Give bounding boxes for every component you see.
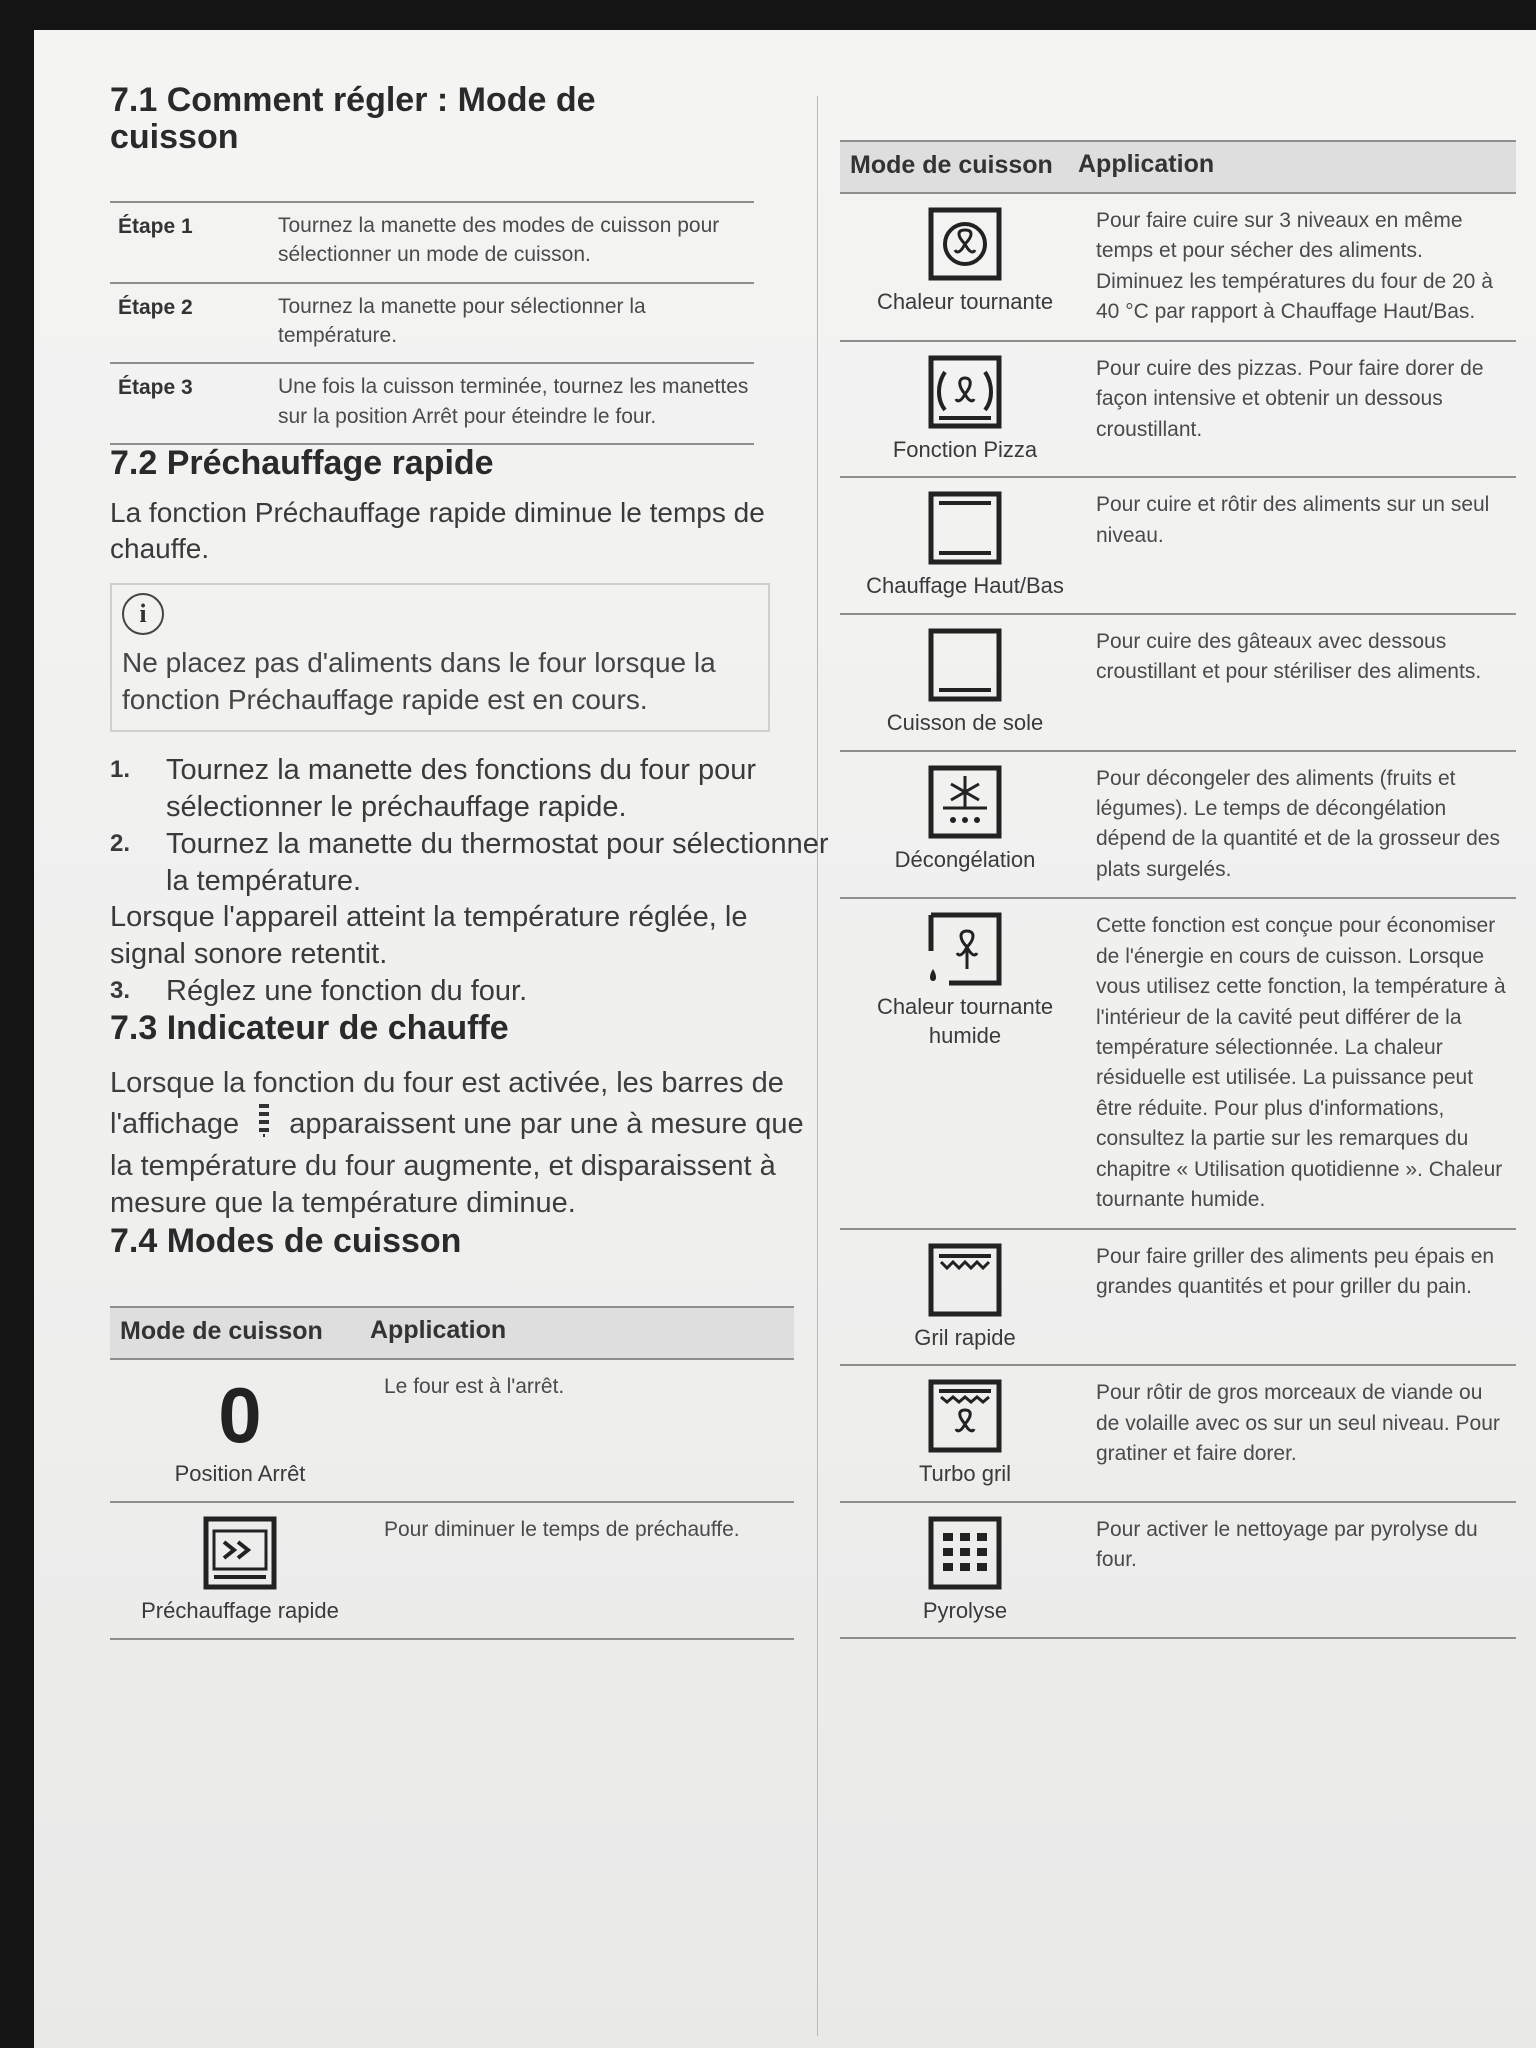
- mode-label: Chaleur tournante humide: [876, 994, 1054, 1048]
- fast-preheat-icon: [202, 1515, 278, 1591]
- step-label: Étape 1: [118, 214, 193, 238]
- procedure-list-2: [110, 973, 830, 1010]
- off-position-symbol: 0: [218, 1371, 262, 1460]
- list-number: 1.: [110, 756, 131, 784]
- bottom-heat-icon: [927, 627, 1003, 703]
- mode-cell: [840, 342, 1090, 477]
- mode-label: Turbo gril: [918, 1461, 1012, 1487]
- left-column: [110, 82, 830, 1640]
- mode-cell: [840, 1366, 1090, 1501]
- table-header: [110, 1306, 794, 1360]
- list-text: Réglez une fonction du four.: [166, 975, 528, 1008]
- section-7-3-text: [110, 1065, 830, 1223]
- table-row: [840, 1366, 1516, 1503]
- mode-application: Pour cuire des gâteaux avec dessous croustillant et pour stériliser des aliments.: [1096, 629, 1482, 684]
- step-row: [110, 203, 754, 284]
- header-mode: Mode de cuisson: [120, 1317, 323, 1346]
- turbo-grill-icon: [927, 1378, 1003, 1454]
- list-item: [110, 826, 830, 900]
- manual-page: [34, 30, 1536, 2048]
- pizza-icon: [927, 354, 1003, 430]
- mode-cell: [840, 899, 1090, 1227]
- mode-label: Décongélation: [894, 846, 1036, 872]
- mode-application: Le four est à l'arrêt.: [384, 1375, 565, 1399]
- mode-cell: [110, 1360, 370, 1501]
- table-row: [840, 1503, 1516, 1640]
- fan-heat-icon: [927, 206, 1003, 282]
- top-bottom-heat-icon: [927, 490, 1003, 566]
- info-icon: i: [122, 593, 164, 635]
- step-label: Étape 2: [118, 295, 193, 319]
- table-row: [110, 1503, 794, 1640]
- table-row: [840, 899, 1516, 1229]
- list-number: 2.: [110, 829, 131, 857]
- defrost-icon: [927, 764, 1003, 840]
- mode-cell: [840, 1503, 1090, 1638]
- step-row: [110, 364, 754, 445]
- mode-application: Pour rôtir de gros morceaux de viande ou de volaille avec os sur un seul niveau. Pour gratiner et faire dorer.: [1096, 1381, 1500, 1466]
- modes-table-left: [110, 1306, 794, 1639]
- pyrolysis-icon: [927, 1515, 1003, 1591]
- step-label: Étape 3: [118, 376, 193, 400]
- mode-label: Chauffage Haut/Bas: [866, 573, 1064, 599]
- mode-cell: [840, 194, 1090, 340]
- step-text: Tournez la manette pour sélectionner la température.: [278, 294, 646, 347]
- mode-application: Pour faire griller des aliments peu épais en grandes quantités et pour griller du pain.: [1096, 1244, 1495, 1299]
- mode-label: Position Arrêt: [174, 1461, 306, 1487]
- list-item: [110, 752, 830, 826]
- step-text: Tournez la manette des modes de cuisson pour sélectionner un mode de cuisson.: [278, 213, 720, 267]
- mode-application: Pour faire cuire sur 3 niveaux en même temps et pour sécher des aliments. Diminuez les températures du four de 20 à 40 °C par rapport à Chauffage Haut/Bas.: [1096, 209, 1493, 324]
- list-text: Tournez la manette du thermostat pour sélectionner la température.: [166, 827, 829, 897]
- table-row: [840, 342, 1516, 479]
- list-item: [110, 973, 830, 1010]
- mode-application: Pour décongeler des aliments (fruits et légumes). Le temps de décongélation dépend de la quantité et de la grosseur des plats surgelés.: [1096, 766, 1500, 881]
- table-header: [840, 140, 1516, 194]
- step-row: [110, 284, 754, 365]
- section-7-2-intro: La fonction Préchauffage rapide diminue le temps de chauffe.: [110, 496, 765, 564]
- mode-cell: [840, 478, 1090, 613]
- mode-label: Chaleur tournante: [876, 289, 1054, 314]
- mode-cell: [110, 1503, 370, 1638]
- mode-application: Cette fonction est conçue pour économiser de l'énergie en cours de cuisson. Lorsque vous utilisez cette fonction, la température à l'intérieur de la cavité peut différer de la température sélectionnée. La chaleur résiduelle est utilisée. La puissance peut être réduite. Pour plus d'informations, consultez la partie sur les remarques du chapitre « Utilisation quotidienne ». Chaleur tournante humide.: [1096, 914, 1506, 1212]
- mode-cell: [840, 752, 1090, 898]
- steps-table: [110, 201, 754, 445]
- mode-application: Pour cuire des pizzas. Pour faire dorer de façon intensive et obtenir un dessous croustillant.: [1096, 356, 1484, 441]
- header-application: Application: [1078, 150, 1215, 178]
- table-row: [840, 752, 1516, 900]
- heat-bars-icon: [257, 1103, 271, 1148]
- signal-text: Lorsque l'appareil atteint la température réglée, le signal sonore retentit.: [110, 901, 748, 971]
- info-note-text: Ne placez pas d'aliments dans le four lorsque la fonction Préchauffage rapide est en cours.: [122, 647, 716, 715]
- mode-application: Pour cuire et rôtir des aliments sur un seul niveau.: [1096, 493, 1490, 547]
- mode-application: Pour activer le nettoyage par pyrolyse du four.: [1096, 1517, 1478, 1572]
- section-7-2-title: 7.2 Préchauffage rapide: [110, 444, 494, 483]
- section-7-3-text-before: Lorsque la fonction du four est activée, les barres de l'affichage: [110, 1067, 784, 1140]
- mode-cell: [840, 615, 1090, 750]
- header-application: Application: [370, 1316, 507, 1345]
- mode-label: Fonction Pizza: [892, 436, 1038, 462]
- table-row: [110, 1360, 794, 1503]
- section-7-3-title: 7.3 Indicateur de chauffe: [110, 1008, 509, 1047]
- info-note: [110, 583, 770, 732]
- list-text: Tournez la manette des fonctions du four pour sélectionner le préchauffage rapide.: [166, 754, 757, 823]
- mode-cell: [840, 1230, 1090, 1365]
- mode-label: Pyrolyse: [922, 1597, 1008, 1623]
- mode-label: Cuisson de sole: [886, 709, 1044, 735]
- fast-grill-icon: [927, 1242, 1003, 1318]
- step-text: Une fois la cuisson terminée, tournez les manettes sur la position Arrêt pour éteindre le four.: [278, 375, 749, 428]
- procedure-list: [110, 752, 830, 899]
- mode-label: Gril rapide: [914, 1324, 1016, 1350]
- table-row: [840, 478, 1516, 615]
- section-7-3-text-after: apparaissent une par une à mesure que la température du four augmente, et disparaissent à mesure que la température diminue.: [110, 1107, 804, 1220]
- header-mode: Mode de cuisson: [850, 151, 1053, 179]
- right-column: [840, 140, 1530, 1639]
- mode-application: Pour diminuer le temps de préchauffe.: [384, 1518, 740, 1541]
- table-row: [840, 194, 1516, 342]
- modes-table-right: [840, 140, 1516, 1639]
- section-7-4-title: 7.4 Modes de cuisson: [110, 1222, 462, 1261]
- section-7-1-title: 7.1 Comment régler : Mode de cuisson: [110, 81, 596, 157]
- moist-fan-icon: [927, 911, 1003, 987]
- mode-label: Préchauffage rapide: [141, 1598, 339, 1623]
- table-row: [840, 1230, 1516, 1367]
- table-row: [840, 615, 1516, 752]
- list-number: 3.: [110, 977, 131, 1005]
